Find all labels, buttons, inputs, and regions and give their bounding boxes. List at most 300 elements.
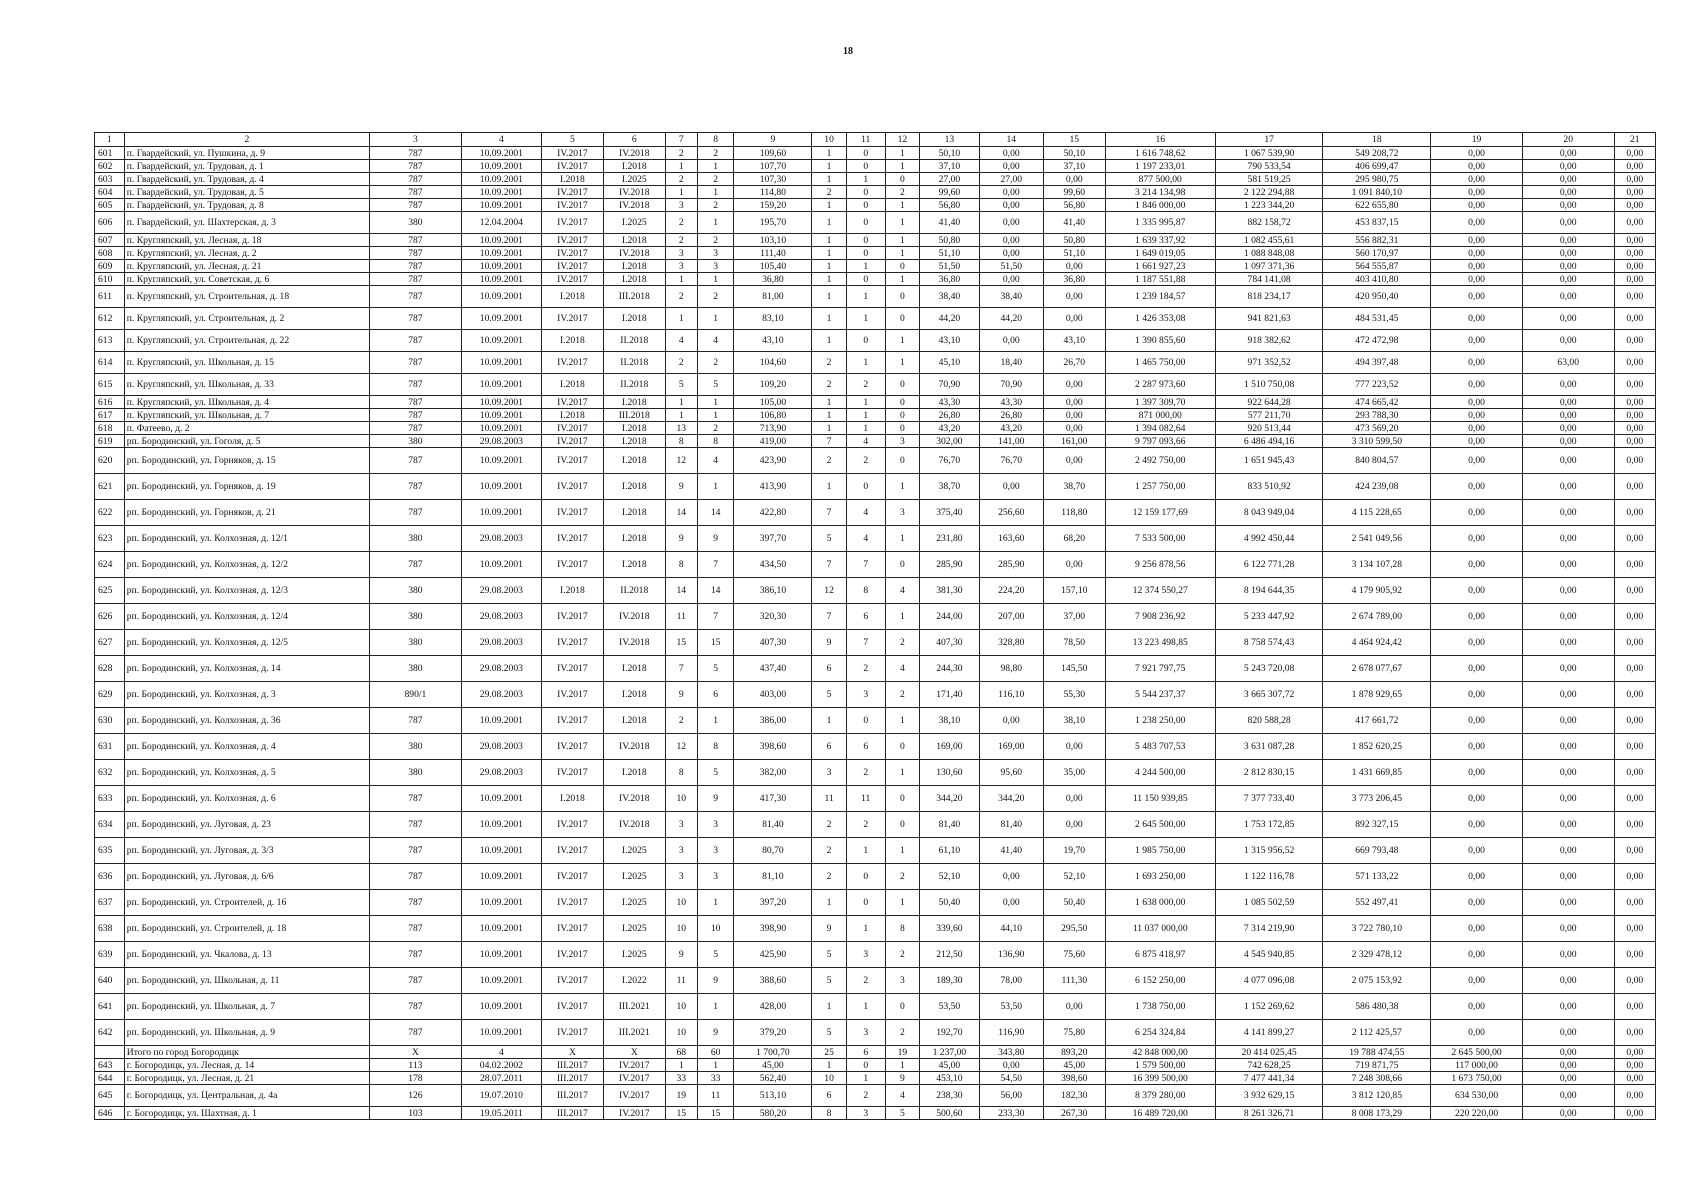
row-number-cell: 621 <box>95 474 125 500</box>
value-cell-col-7: 12 <box>665 734 697 760</box>
value-cell-col-15: 0,00 <box>1043 396 1105 409</box>
value-cell-col-10: 1 <box>812 286 846 308</box>
value-cell-col-7: 1 <box>665 409 697 422</box>
table-row <box>95 838 1656 864</box>
value-cell-col-5: I.2018 <box>541 330 603 352</box>
column-header-19: 19 <box>1431 133 1523 147</box>
value-cell-col-15: 19,70 <box>1043 838 1105 864</box>
value-cell-col-12: 0 <box>885 994 919 1020</box>
value-cell-col-11: 1 <box>846 308 885 330</box>
value-cell-col-20: 0,00 <box>1522 1107 1614 1120</box>
value-cell-col-4: 10.09.2001 <box>461 708 541 734</box>
value-cell-col-5: IV.2017 <box>541 422 603 435</box>
value-cell-col-19: 1 673 750,00 <box>1431 1072 1523 1085</box>
row-number-cell: 601 <box>95 147 125 160</box>
value-cell-col-12: 2 <box>885 630 919 656</box>
value-cell-col-9: 397,70 <box>734 526 812 552</box>
value-cell-col-21: 0,00 <box>1614 812 1655 838</box>
row-number-cell: 615 <box>95 374 125 396</box>
value-cell-col-15: 0,00 <box>1043 409 1105 422</box>
value-cell-col-10: 7 <box>812 500 846 526</box>
column-header-14: 14 <box>979 133 1043 147</box>
value-cell-col-17: 20 414 025,45 <box>1215 1046 1323 1059</box>
value-cell-col-5: IV.2017 <box>541 186 603 199</box>
value-cell-col-3: 380 <box>370 212 462 234</box>
value-cell-col-13: 130,60 <box>920 760 980 786</box>
value-cell-col-21: 0,00 <box>1614 396 1655 409</box>
value-cell-col-7: 19 <box>665 1085 697 1107</box>
value-cell-col-18: 4 464 924,42 <box>1323 630 1431 656</box>
table-row <box>95 286 1656 308</box>
value-cell-col-18: 424 239,08 <box>1323 474 1431 500</box>
value-cell-col-17: 7 377 733,40 <box>1215 786 1323 812</box>
value-cell-col-11: 2 <box>846 1085 885 1107</box>
value-cell-col-8: 1 <box>697 396 734 409</box>
table-row <box>95 435 1656 448</box>
value-cell-col-12: 1 <box>885 760 919 786</box>
value-cell-col-18: 549 208,72 <box>1323 147 1431 160</box>
value-cell-col-18: 453 837,15 <box>1323 212 1431 234</box>
value-cell-col-13: 44,20 <box>920 308 980 330</box>
value-cell-col-12: 0 <box>885 448 919 474</box>
value-cell-col-18: 892 327,15 <box>1323 812 1431 838</box>
column-header-21: 21 <box>1614 133 1655 147</box>
value-cell-col-18: 1 091 840,10 <box>1323 186 1431 199</box>
value-cell-col-7: 10 <box>665 786 697 812</box>
value-cell-col-14: 256,60 <box>979 500 1043 526</box>
value-cell-col-5: IV.2017 <box>541 526 603 552</box>
value-cell-col-18: 586 480,38 <box>1323 994 1431 1020</box>
value-cell-col-21: 0,00 <box>1614 734 1655 760</box>
table-row <box>95 409 1656 422</box>
value-cell-col-4: 10.09.2001 <box>461 864 541 890</box>
row-number-cell: 620 <box>95 448 125 474</box>
row-number-cell: 627 <box>95 630 125 656</box>
row-number-cell: 631 <box>95 734 125 760</box>
value-cell-col-8: 1 <box>697 1059 734 1072</box>
value-cell-col-10: 1 <box>812 396 846 409</box>
value-cell-col-18: 571 133,22 <box>1323 864 1431 890</box>
value-cell-col-15: 0,00 <box>1043 422 1105 435</box>
value-cell-col-19: 0,00 <box>1431 890 1523 916</box>
value-cell-col-3: 787 <box>370 234 462 247</box>
value-cell-col-9: 513,10 <box>734 1085 812 1107</box>
value-cell-col-16: 2 287 973,60 <box>1105 374 1215 396</box>
value-cell-col-15: 37,00 <box>1043 604 1105 630</box>
value-cell-col-15: 26,70 <box>1043 352 1105 374</box>
value-cell-col-14: 98,80 <box>979 656 1043 682</box>
address-cell: рп. Бородинский, ул. Строителей, д. 18 <box>124 916 369 942</box>
value-cell-col-17: 6 122 771,28 <box>1215 552 1323 578</box>
value-cell-col-10: 10 <box>812 1072 846 1085</box>
value-cell-col-19: 0,00 <box>1431 812 1523 838</box>
row-number-cell: 637 <box>95 890 125 916</box>
column-header-12: 12 <box>885 133 919 147</box>
value-cell-col-21: 0,00 <box>1614 352 1655 374</box>
value-cell-col-12: 0 <box>885 260 919 273</box>
value-cell-col-3: 380 <box>370 526 462 552</box>
value-cell-col-14: 53,50 <box>979 994 1043 1020</box>
value-cell-col-10: 7 <box>812 604 846 630</box>
value-cell-col-6: IV.2018 <box>603 199 665 212</box>
table-row <box>95 890 1656 916</box>
table-row <box>95 578 1656 604</box>
value-cell-col-6: III.2018 <box>603 286 665 308</box>
value-cell-col-10: 1 <box>812 199 846 212</box>
value-cell-col-10: 2 <box>812 374 846 396</box>
value-cell-col-13: 171,40 <box>920 682 980 708</box>
value-cell-col-8: 3 <box>697 260 734 273</box>
value-cell-col-20: 0,00 <box>1522 286 1614 308</box>
value-cell-col-15: 41,40 <box>1043 212 1105 234</box>
row-number-cell: 609 <box>95 260 125 273</box>
value-cell-col-6: I.2025 <box>603 864 665 890</box>
value-cell-col-7: 1 <box>665 1059 697 1072</box>
value-cell-col-11: 0 <box>846 186 885 199</box>
address-cell: п. Кругляпский, ул. Школьная, д. 7 <box>124 409 369 422</box>
value-cell-col-16: 1 238 250,00 <box>1105 708 1215 734</box>
value-cell-col-16: 1 257 750,00 <box>1105 474 1215 500</box>
value-cell-col-12: 1 <box>885 838 919 864</box>
value-cell-col-5: I.2018 <box>541 578 603 604</box>
value-cell-col-18: 840 804,57 <box>1323 448 1431 474</box>
value-cell-col-14: 136,90 <box>979 942 1043 968</box>
value-cell-col-11: 2 <box>846 760 885 786</box>
value-cell-col-15: 50,10 <box>1043 147 1105 160</box>
address-cell: п. Гвардейский, ул. Шахтерская, д. 3 <box>124 212 369 234</box>
value-cell-col-17: 3 932 629,15 <box>1215 1085 1323 1107</box>
value-cell-col-13: 1 237,00 <box>920 1046 980 1059</box>
column-header-1: 1 <box>95 133 125 147</box>
value-cell-col-15: 43,10 <box>1043 330 1105 352</box>
value-cell-col-14: 0,00 <box>979 160 1043 173</box>
value-cell-col-4: 10.09.2001 <box>461 199 541 212</box>
value-cell-col-6: IV.2017 <box>603 1072 665 1085</box>
value-cell-col-11: 1 <box>846 994 885 1020</box>
value-cell-col-3: 380 <box>370 760 462 786</box>
column-header-16: 16 <box>1105 133 1215 147</box>
value-cell-col-4: 29.08.2003 <box>461 578 541 604</box>
value-cell-col-9: 80,70 <box>734 838 812 864</box>
value-cell-col-11: 0 <box>846 199 885 212</box>
value-cell-col-11: 11 <box>846 786 885 812</box>
value-cell-col-16: 16 489 720,00 <box>1105 1107 1215 1120</box>
value-cell-col-19: 0,00 <box>1431 286 1523 308</box>
address-cell: рп. Бородинский, ул. Луговая, д. 3/3 <box>124 838 369 864</box>
address-cell: рп. Бородинский, ул. Колхозная, д. 14 <box>124 656 369 682</box>
value-cell-col-8: 2 <box>697 352 734 374</box>
value-cell-col-5: IV.2017 <box>541 147 603 160</box>
table-row <box>95 916 1656 942</box>
value-cell-col-5: IV.2017 <box>541 474 603 500</box>
value-cell-col-15: 56,80 <box>1043 199 1105 212</box>
value-cell-col-12: 19 <box>885 1046 919 1059</box>
address-cell: рп. Бородинский, ул. Колхозная, д. 12/1 <box>124 526 369 552</box>
value-cell-col-21: 0,00 <box>1614 1046 1655 1059</box>
value-cell-col-11: 8 <box>846 578 885 604</box>
value-cell-col-7: 7 <box>665 656 697 682</box>
value-cell-col-15: 51,10 <box>1043 247 1105 260</box>
value-cell-col-20: 0,00 <box>1522 552 1614 578</box>
value-cell-col-16: 12 159 177,69 <box>1105 500 1215 526</box>
value-cell-col-20: 0,00 <box>1522 1059 1614 1072</box>
value-cell-col-18: 2 674 789,00 <box>1323 604 1431 630</box>
row-number-cell: 635 <box>95 838 125 864</box>
value-cell-col-9: 109,20 <box>734 374 812 396</box>
value-cell-col-21: 0,00 <box>1614 330 1655 352</box>
value-cell-col-5: I.2018 <box>541 286 603 308</box>
value-cell-col-13: 231,80 <box>920 526 980 552</box>
value-cell-col-8: 5 <box>697 942 734 968</box>
value-cell-col-15: 145,50 <box>1043 656 1105 682</box>
value-cell-col-3: 787 <box>370 352 462 374</box>
value-cell-col-9: 105,00 <box>734 396 812 409</box>
page-number: 18 <box>843 46 853 57</box>
value-cell-col-18: 3 134 107,28 <box>1323 552 1431 578</box>
table-row <box>95 630 1656 656</box>
value-cell-col-10: 1 <box>812 147 846 160</box>
value-cell-col-14: 163,60 <box>979 526 1043 552</box>
value-cell-col-16: 1 390 855,60 <box>1105 330 1215 352</box>
value-cell-col-20: 0,00 <box>1522 942 1614 968</box>
table-row <box>95 147 1656 160</box>
value-cell-col-11: 7 <box>846 552 885 578</box>
value-cell-col-9: 386,10 <box>734 578 812 604</box>
address-cell: Итого по город Богородицк <box>124 1046 369 1059</box>
value-cell-col-11: 1 <box>846 1072 885 1085</box>
value-cell-col-19: 0,00 <box>1431 173 1523 186</box>
row-number-cell: 645 <box>95 1085 125 1107</box>
value-cell-col-5: IV.2017 <box>541 760 603 786</box>
value-cell-col-12: 1 <box>885 330 919 352</box>
value-cell-col-10: 11 <box>812 786 846 812</box>
value-cell-col-9: 425,90 <box>734 942 812 968</box>
value-cell-col-19: 0,00 <box>1431 994 1523 1020</box>
value-cell-col-19: 2 645 500,00 <box>1431 1046 1523 1059</box>
value-cell-col-3: 787 <box>370 374 462 396</box>
value-cell-col-15: 38,10 <box>1043 708 1105 734</box>
value-cell-col-12: 1 <box>885 212 919 234</box>
value-cell-col-9: 105,40 <box>734 260 812 273</box>
value-cell-col-21: 0,00 <box>1614 448 1655 474</box>
value-cell-col-6: I.2025 <box>603 916 665 942</box>
column-header-9: 9 <box>734 133 812 147</box>
value-cell-col-10: 6 <box>812 656 846 682</box>
column-header-15: 15 <box>1043 133 1105 147</box>
value-cell-col-9: 386,00 <box>734 708 812 734</box>
value-cell-col-8: 4 <box>697 448 734 474</box>
value-cell-col-20: 0,00 <box>1522 1072 1614 1085</box>
value-cell-col-17: 1 315 956,52 <box>1215 838 1323 864</box>
value-cell-col-10: 25 <box>812 1046 846 1059</box>
value-cell-col-16: 9 256 878,56 <box>1105 552 1215 578</box>
value-cell-col-10: 12 <box>812 578 846 604</box>
value-cell-col-9: 423,90 <box>734 448 812 474</box>
value-cell-col-18: 3 812 120,85 <box>1323 1085 1431 1107</box>
value-cell-col-7: 14 <box>665 500 697 526</box>
value-cell-col-20: 0,00 <box>1522 474 1614 500</box>
value-cell-col-3: 787 <box>370 838 462 864</box>
row-number-cell: 616 <box>95 396 125 409</box>
value-cell-col-16: 871 000,00 <box>1105 409 1215 422</box>
value-cell-col-10: 1 <box>812 1059 846 1072</box>
value-cell-col-8: 5 <box>697 656 734 682</box>
value-cell-col-7: 5 <box>665 374 697 396</box>
value-cell-col-17: 8 758 574,43 <box>1215 630 1323 656</box>
value-cell-col-19: 0,00 <box>1431 760 1523 786</box>
value-cell-col-21: 0,00 <box>1614 968 1655 994</box>
value-cell-col-3: 787 <box>370 968 462 994</box>
value-cell-col-19: 0,00 <box>1431 734 1523 760</box>
value-cell-col-7: 9 <box>665 526 697 552</box>
table-row <box>95 1107 1656 1120</box>
value-cell-col-21: 0,00 <box>1614 160 1655 173</box>
table-row <box>95 526 1656 552</box>
register-table-wrapper <box>94 132 1656 1120</box>
value-cell-col-5: IV.2017 <box>541 500 603 526</box>
value-cell-col-6: I.2018 <box>603 308 665 330</box>
value-cell-col-12: 2 <box>885 186 919 199</box>
value-cell-col-10: 1 <box>812 260 846 273</box>
value-cell-col-13: 381,30 <box>920 578 980 604</box>
value-cell-col-19: 0,00 <box>1431 273 1523 286</box>
value-cell-col-16: 5 544 237,37 <box>1105 682 1215 708</box>
value-cell-col-21: 0,00 <box>1614 864 1655 890</box>
value-cell-col-10: 1 <box>812 708 846 734</box>
value-cell-col-16: 877 500,00 <box>1105 173 1215 186</box>
value-cell-col-18: 777 223,52 <box>1323 374 1431 396</box>
value-cell-col-8: 1 <box>697 708 734 734</box>
value-cell-col-5: I.2018 <box>541 409 603 422</box>
row-number-cell: 604 <box>95 186 125 199</box>
value-cell-col-17: 4 545 940,85 <box>1215 942 1323 968</box>
value-cell-col-11: 2 <box>846 374 885 396</box>
value-cell-col-4: 4 <box>461 1046 541 1059</box>
value-cell-col-5: IV.2017 <box>541 734 603 760</box>
value-cell-col-12: 5 <box>885 1107 919 1120</box>
value-cell-col-15: 182,30 <box>1043 1085 1105 1107</box>
value-cell-col-18: 484 531,45 <box>1323 308 1431 330</box>
value-cell-col-14: 0,00 <box>979 273 1043 286</box>
row-number-cell: 643 <box>95 1059 125 1072</box>
value-cell-col-18: 719 871,75 <box>1323 1059 1431 1072</box>
value-cell-col-9: 413,90 <box>734 474 812 500</box>
value-cell-col-4: 19.05.2011 <box>461 1107 541 1120</box>
value-cell-col-21: 0,00 <box>1614 374 1655 396</box>
value-cell-col-6: III.2021 <box>603 994 665 1020</box>
value-cell-col-14: 116,10 <box>979 682 1043 708</box>
value-cell-col-12: 8 <box>885 916 919 942</box>
value-cell-col-7: 12 <box>665 448 697 474</box>
value-cell-col-5: IV.2017 <box>541 916 603 942</box>
value-cell-col-5: IV.2017 <box>541 864 603 890</box>
value-cell-col-3: 126 <box>370 1085 462 1107</box>
value-cell-col-18: 3 722 780,10 <box>1323 916 1431 942</box>
address-cell: рп. Бородинский, ул. Горняков, д. 19 <box>124 474 369 500</box>
value-cell-col-12: 1 <box>885 1059 919 1072</box>
value-cell-col-13: 375,40 <box>920 500 980 526</box>
value-cell-col-15: 295,50 <box>1043 916 1105 942</box>
value-cell-col-19: 0,00 <box>1431 435 1523 448</box>
value-cell-col-10: 1 <box>812 234 846 247</box>
value-cell-col-14: 0,00 <box>979 186 1043 199</box>
table-row <box>95 352 1656 374</box>
value-cell-col-11: 1 <box>846 409 885 422</box>
value-cell-col-21: 0,00 <box>1614 474 1655 500</box>
value-cell-col-8: 1 <box>697 994 734 1020</box>
row-number-cell: 639 <box>95 942 125 968</box>
value-cell-col-13: 76,70 <box>920 448 980 474</box>
value-cell-col-7: 1 <box>665 186 697 199</box>
column-header-2: 2 <box>124 133 369 147</box>
table-row <box>95 786 1656 812</box>
value-cell-col-19: 0,00 <box>1431 1020 1523 1046</box>
value-cell-col-12: 0 <box>885 396 919 409</box>
value-cell-col-12: 1 <box>885 708 919 734</box>
value-cell-col-9: 403,00 <box>734 682 812 708</box>
value-cell-col-5: IV.2017 <box>541 630 603 656</box>
value-cell-col-8: 33 <box>697 1072 734 1085</box>
value-cell-col-12: 1 <box>885 474 919 500</box>
value-cell-col-17: 1 088 848,08 <box>1215 247 1323 260</box>
value-cell-col-7: 4 <box>665 330 697 352</box>
value-cell-col-15: 0,00 <box>1043 812 1105 838</box>
value-cell-col-20: 0,00 <box>1522 500 1614 526</box>
table-row <box>95 1020 1656 1046</box>
value-cell-col-9: 81,40 <box>734 812 812 838</box>
value-cell-col-11: 1 <box>846 422 885 435</box>
value-cell-col-15: 75,80 <box>1043 1020 1105 1046</box>
table-row <box>95 308 1656 330</box>
value-cell-col-20: 0,00 <box>1522 1046 1614 1059</box>
value-cell-col-16: 3 214 134,98 <box>1105 186 1215 199</box>
value-cell-col-15: 0,00 <box>1043 552 1105 578</box>
value-cell-col-9: 407,30 <box>734 630 812 656</box>
value-cell-col-21: 0,00 <box>1614 173 1655 186</box>
value-cell-col-4: 29.08.2003 <box>461 760 541 786</box>
value-cell-col-8: 2 <box>697 199 734 212</box>
value-cell-col-18: 4 115 228,65 <box>1323 500 1431 526</box>
value-cell-col-3: 103 <box>370 1107 462 1120</box>
value-cell-col-21: 0,00 <box>1614 500 1655 526</box>
value-cell-col-4: 29.08.2003 <box>461 682 541 708</box>
value-cell-col-14: 44,20 <box>979 308 1043 330</box>
value-cell-col-13: 53,50 <box>920 994 980 1020</box>
value-cell-col-20: 0,00 <box>1522 656 1614 682</box>
value-cell-col-9: 417,30 <box>734 786 812 812</box>
address-cell: п. Кругляпский, ул. Лесная, д. 18 <box>124 234 369 247</box>
value-cell-col-5: IV.2017 <box>541 890 603 916</box>
row-number-cell: 632 <box>95 760 125 786</box>
table-body <box>95 147 1656 1120</box>
value-cell-col-6: II.2018 <box>603 352 665 374</box>
value-cell-col-9: 1 700,70 <box>734 1046 812 1059</box>
value-cell-col-16: 1 187 551,88 <box>1105 273 1215 286</box>
value-cell-col-6: IV.2018 <box>603 812 665 838</box>
value-cell-col-4: 10.09.2001 <box>461 422 541 435</box>
value-cell-col-9: 106,80 <box>734 409 812 422</box>
address-cell: рп. Бородинский, ул. Луговая, д. 23 <box>124 812 369 838</box>
value-cell-col-12: 3 <box>885 968 919 994</box>
address-cell: п. Кругляпский, ул. Школьная, д. 15 <box>124 352 369 374</box>
value-cell-col-13: 70,90 <box>920 374 980 396</box>
value-cell-col-4: 10.09.2001 <box>461 500 541 526</box>
value-cell-col-10: 1 <box>812 308 846 330</box>
value-cell-col-11: 1 <box>846 260 885 273</box>
table-row <box>95 552 1656 578</box>
value-cell-col-6: I.2018 <box>603 160 665 173</box>
value-cell-col-4: 29.08.2003 <box>461 630 541 656</box>
